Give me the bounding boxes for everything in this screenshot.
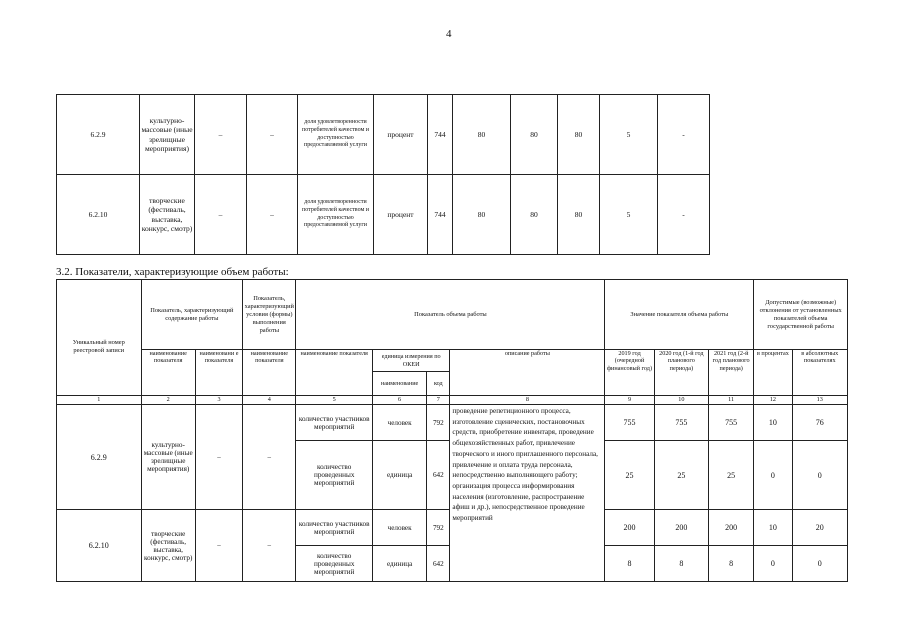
value-2020: 80 [511, 95, 558, 175]
volume-header: Показатель объема работы [296, 280, 605, 350]
content-param: – [195, 95, 247, 175]
column-number: 1 [57, 396, 142, 405]
deviation-absolute-header: в абсолютных показателях [792, 350, 847, 396]
value-header: Значение показателя объема работы [605, 280, 754, 350]
okei-code: 642 [427, 441, 450, 510]
value-2020: 8 [654, 546, 708, 582]
page-number: 4 [446, 28, 452, 40]
volume-indicator-name: количество участников мероприятий [296, 510, 372, 546]
deviation-percent: 5 [600, 175, 658, 255]
okei-code: 642 [427, 546, 450, 582]
deviation-percent: 5 [600, 95, 658, 175]
volume-indicator-name: количество участников мероприятий [296, 405, 372, 441]
unit-name: человек [372, 405, 426, 441]
registry-header: Уникальный номер реестровой записи [57, 280, 142, 396]
column-number: 8 [450, 396, 605, 405]
table-row [57, 175, 710, 255]
okei-code: 744 [428, 175, 453, 255]
content-name: культурно-массовые (иные зрелищные мероприятия) [141, 405, 195, 510]
value-2021: 25 [709, 441, 754, 510]
quality-indicators-table [56, 94, 710, 255]
value-2020: 25 [654, 441, 708, 510]
deviation-percent-header: в процентах [754, 350, 792, 396]
value-2021: 200 [709, 510, 754, 546]
value-2021: 755 [709, 405, 754, 441]
quality-indicator-name: доля удовлетворенности потребителей качеством и доступностью предоставляемой услуги [298, 95, 374, 175]
content-name: творческие (фестиваль, выставка, конкурс, смотр) [141, 510, 195, 582]
column-number: 10 [654, 396, 708, 405]
deviation-percent: 10 [754, 510, 792, 546]
value-2019: 80 [453, 95, 511, 175]
content-name: культурно-массовые (иные зрелищные мероприятия) [140, 95, 195, 175]
value-2021: 80 [558, 175, 600, 255]
column-number: 4 [243, 396, 296, 405]
value-2019: 755 [605, 405, 654, 441]
column-number: 9 [605, 396, 654, 405]
column-number: 2 [141, 396, 195, 405]
deviation-absolute: - [658, 95, 710, 175]
deviation-absolute: 0 [792, 546, 847, 582]
column-number-row [57, 396, 848, 405]
deviation-absolute: 76 [792, 405, 847, 441]
condition-param: – [243, 405, 296, 510]
content-ind-2-header: наименовани е показателя [195, 350, 242, 396]
column-number: 6 [372, 396, 426, 405]
content-param: – [195, 175, 247, 255]
table-row [57, 405, 848, 441]
value-2021: 8 [709, 546, 754, 582]
table-row [57, 95, 710, 175]
unit-name: процент [374, 95, 428, 175]
okei-code: 744 [428, 95, 453, 175]
content-param: – [195, 405, 242, 510]
unit-name: человек [372, 510, 426, 546]
okei-code: 792 [427, 510, 450, 546]
registry-code: 6.2.10 [57, 510, 142, 582]
okei-code: 792 [427, 405, 450, 441]
subheader-row [57, 350, 848, 372]
unit-name: единица [372, 441, 426, 510]
registry-code: 6.2.10 [57, 175, 140, 255]
column-number: 13 [792, 396, 847, 405]
unit-name-header: наименование [372, 372, 426, 396]
condition-ind-header: наименование показателя [243, 350, 296, 396]
volume-indicator-name: количество проведенных мероприятий [296, 546, 372, 582]
column-number: 11 [709, 396, 754, 405]
condition-param: – [247, 95, 298, 175]
quality-indicator-name: доля удовлетворенности потребителей качеством и доступностью предоставляемой услуги [298, 175, 374, 255]
section-title: 3.2. Показатели, характеризующие объем работы: [56, 266, 289, 278]
value-2020: 80 [511, 175, 558, 255]
volume-indicators-table [56, 279, 848, 582]
column-number: 5 [296, 396, 372, 405]
year-2020-header: 2020 год (1-й год планового периода) [654, 350, 708, 396]
deviation-absolute: - [658, 175, 710, 255]
column-number: 3 [195, 396, 242, 405]
value-2019: 8 [605, 546, 654, 582]
registry-code: 6.2.9 [57, 405, 142, 510]
value-2019: 80 [453, 175, 511, 255]
year-2019-header: 2019 год (очередной финансовый год) [605, 350, 654, 396]
volume-indicator-name: количество проведенных мероприятий [296, 441, 372, 510]
condition-param: – [243, 510, 296, 582]
content-ind-1-header: наименование показателя [141, 350, 195, 396]
unit-code-header: код [427, 372, 450, 396]
value-2020: 755 [654, 405, 708, 441]
deviation-header: Допустимые (возможные) отклонения от установленных показателей объема государственной работы [754, 280, 848, 350]
volume-ind-header: наименование показателя [296, 350, 372, 396]
unit-okei-header: единица измерения по ОКЕИ [372, 350, 449, 372]
value-2019: 25 [605, 441, 654, 510]
deviation-absolute: 0 [792, 441, 847, 510]
column-number: 7 [427, 396, 450, 405]
header-row [57, 280, 848, 350]
deviation-absolute: 20 [792, 510, 847, 546]
content-param: – [195, 510, 242, 582]
year-2021-header: 2021 год (2-й год планового периода) [709, 350, 754, 396]
condition-param: – [247, 175, 298, 255]
registry-code: 6.2.9 [57, 95, 140, 175]
unit-name: единица [372, 546, 426, 582]
value-2020: 200 [654, 510, 708, 546]
unit-name: процент [374, 175, 428, 255]
deviation-percent: 0 [754, 546, 792, 582]
conditions-header: Показатель, характеризующий условия (формы) выполнения работы [243, 280, 296, 350]
content-header: Показатель, характеризующий содержание работы [141, 280, 243, 350]
deviation-percent: 0 [754, 441, 792, 510]
work-description-header: описание работы [450, 350, 605, 396]
deviation-percent: 10 [754, 405, 792, 441]
work-description: проведение репетиционного процесса, изготовление сценических, постановочных средств, приобретение инвентаря, проведение общехозяйственных работ, привлечение творческого и иного приглашенного персонала, привлечение и оплата труда персонала, непосредственно выполняющего работу; организация процесса информирования населения (изготовление, распространение афиш и др.), непосредственное проведение мероприятий [450, 405, 605, 582]
column-number: 12 [754, 396, 792, 405]
content-name: творческие (фестиваль, выставка, конкурс, смотр) [140, 175, 195, 255]
value-2021: 80 [558, 95, 600, 175]
value-2019: 200 [605, 510, 654, 546]
